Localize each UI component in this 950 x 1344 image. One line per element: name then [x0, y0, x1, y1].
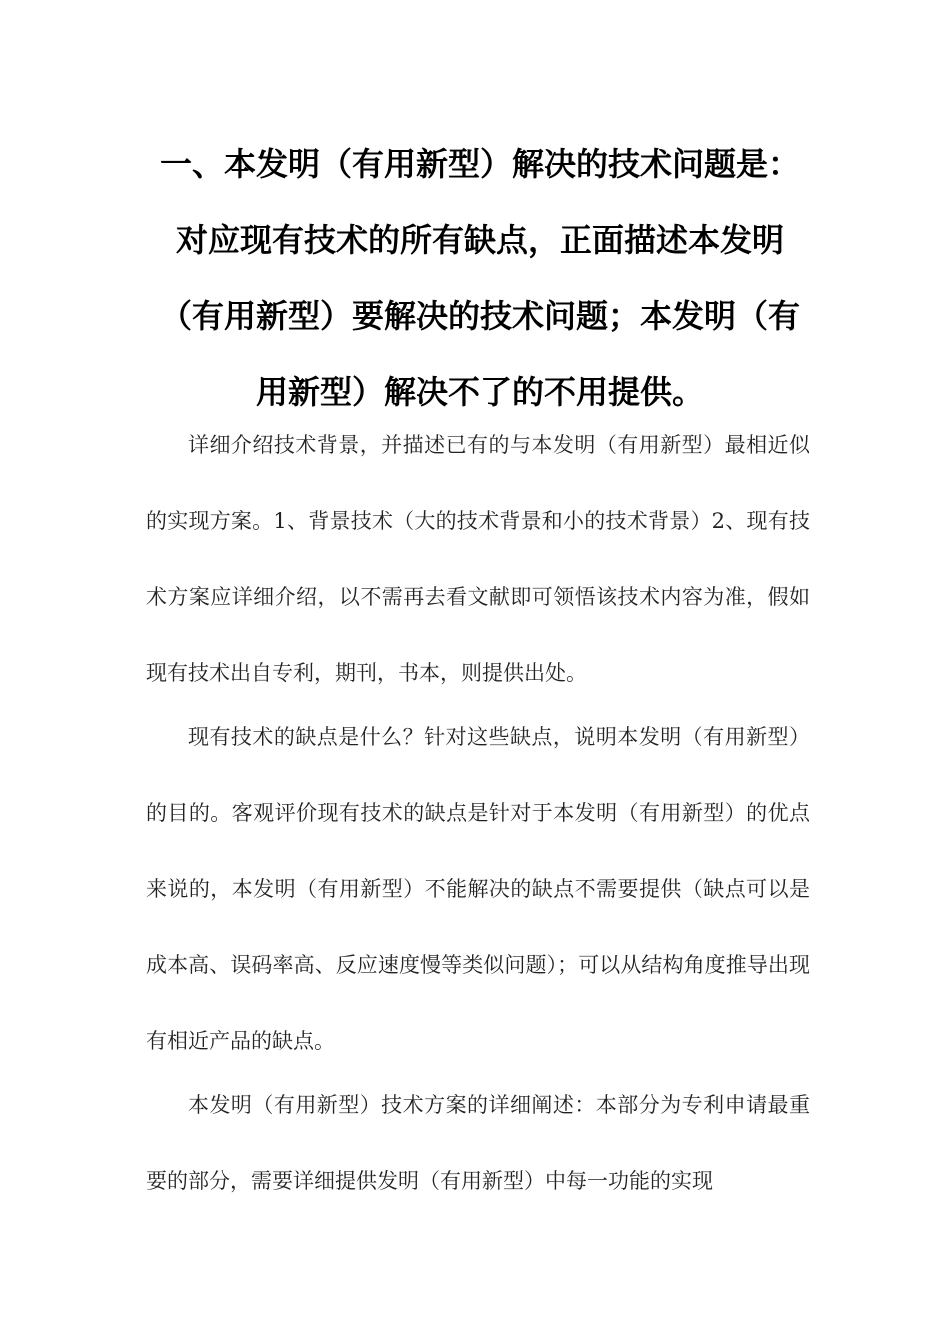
paragraph-technical-solution: 本发明（有用新型）技术方案的详细阐述：本部分为专利申请最重要的部分，需要详细提供发明（有用新型）中每一功能的实现 [146, 1093, 810, 1193]
paragraph-background: 详细介绍技术背景，并描述已有的与本发明（有用新型）最相近似的实现方案。1、背景技术（大的技术背景和小的技术背景）2、现有技术方案应详细介绍，以不需再去看文献即可领悟该技术内容为准，假如现有技术出自专利，期刊，书本，则提供出处。 [146, 433, 810, 685]
section-heading: 一、本发明（有用新型）解决的技术问题是：对应现有技术的所有缺点，正面描述本发明（有用新型）要解决的技术问题；本发明（有用新型）解决不了的不用提供。 [159, 145, 800, 411]
paragraph-prior-art-defects: 现有技术的缺点是什么？针对这些缺点，说明本发明（有用新型）的目的。客观评价现有技术的缺点是针对于本发明（有用新型）的优点来说的，本发明（有用新型）不能解决的缺点不需要提供（缺点可以是成本高、误码率高、反应速度慢等类似问题）；可以从结构角度推导出现有相近产品的缺点。 [146, 725, 810, 1053]
